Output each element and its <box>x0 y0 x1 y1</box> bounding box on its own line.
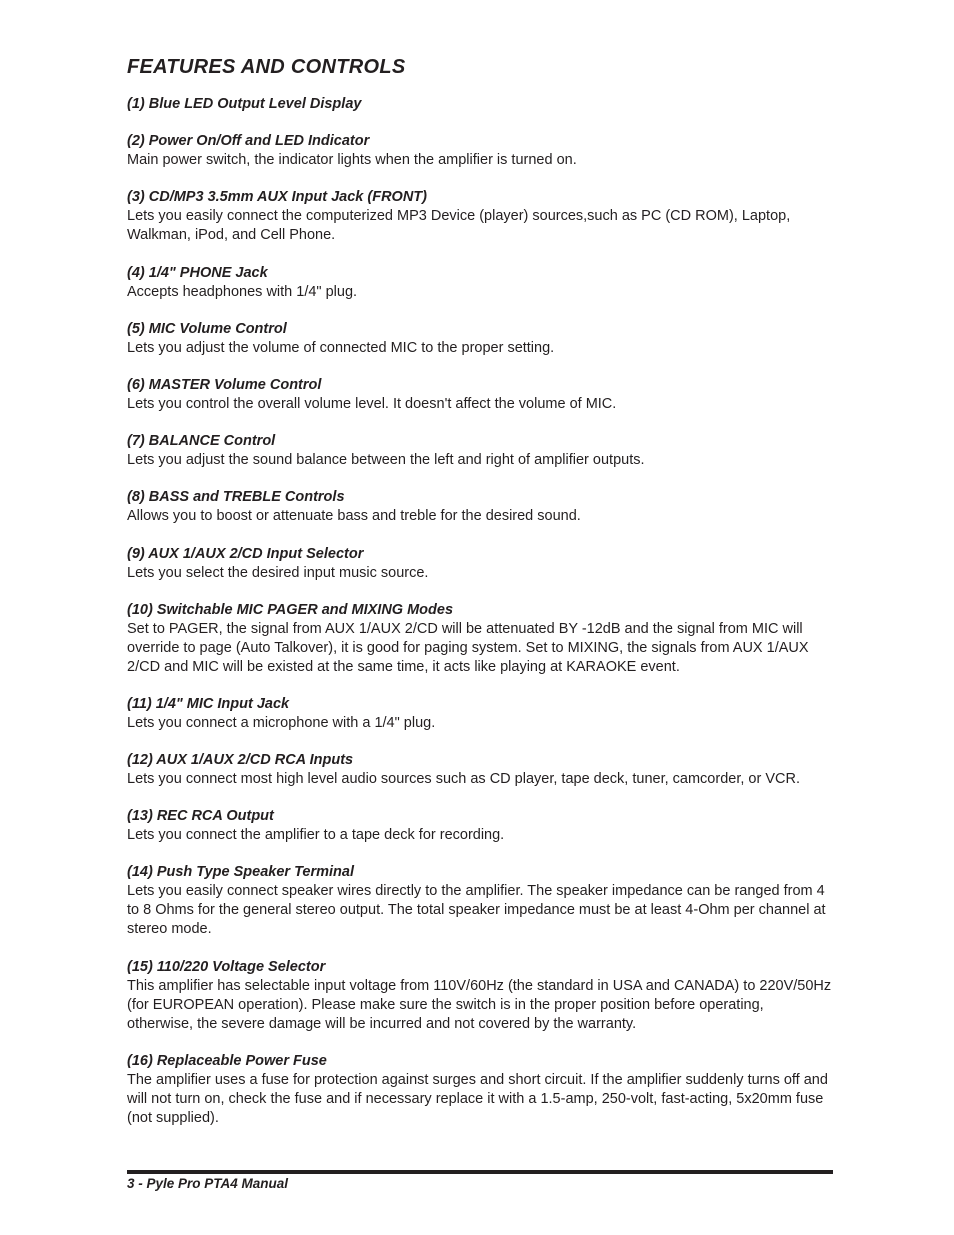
feature-5 <box>127 320 833 358</box>
feature-description: Main power switch, the indicator lights when the amplifier is turned on. <box>127 152 577 169</box>
page-title: FEATURES AND CONTROLS <box>127 56 406 78</box>
feature-heading: (10) Switchable MIC PAGER and MIXING Modes <box>127 601 454 618</box>
feature-heading: (3) CD/MP3 3.5mm AUX Input Jack (FRONT) <box>127 189 427 206</box>
feature-15 <box>127 958 833 1034</box>
footer-divider <box>127 1170 833 1174</box>
feature-1 <box>127 95 833 114</box>
feature-11 <box>127 695 833 733</box>
feature-description: Allows you to boost or attenuate bass and treble for the desired sound. <box>127 508 581 525</box>
feature-description: Set to PAGER, the signal from AUX 1/AUX 2/CD will be attenuated BY -12dB and the signal from MIC will override to page (Auto Talkover), it is good for paging system. Set to MIXING, the signals from AUX 1/AUX 2/CD and MIC will be existed at the same time, it acts like playing at KARAOKE event. <box>127 620 809 675</box>
feature-13 <box>127 807 833 845</box>
feature-heading: (1) Blue LED Output Level Display <box>127 96 362 112</box>
feature-heading: (16) Replaceable Power Fuse <box>127 1052 327 1069</box>
feature-description: Lets you select the desired input music source. <box>127 564 429 581</box>
feature-description: Lets you adjust the sound balance between the left and right of amplifier outputs. <box>127 452 645 469</box>
feature-description: Lets you connect the amplifier to a tape deck for recording. <box>127 827 505 844</box>
feature-description: Lets you adjust the volume of connected MIC to the proper setting. <box>127 339 555 356</box>
feature-10 <box>127 601 833 677</box>
feature-description: Lets you connect a microphone with a 1/4" plug. <box>127 714 436 731</box>
feature-description: Lets you connect most high level audio sources such as CD player, tape deck, tuner, camcorder, or VCR. <box>127 771 800 788</box>
feature-description: This amplifier has selectable input voltage from 110V/60Hz (the standard in USA and CANADA) to 220V/50Hz (for EUROPEAN operation). Please make sure the switch is in the proper position before operating, otherwise, the severe damage will be incurred and not covered by the warranty. <box>127 977 832 1032</box>
feature-heading: (15) 110/220 Voltage Selector <box>127 958 326 975</box>
feature-description: Lets you control the overall volume level. It doesn't affect the volume of MIC. <box>127 395 617 412</box>
feature-heading: (5) MIC Volume Control <box>127 320 287 337</box>
feature-heading: (6) MASTER Volume Control <box>127 376 322 393</box>
feature-heading: (13) REC RCA Output <box>127 808 274 825</box>
page-footer: 3 - Pyle Pro PTA4 Manual <box>127 1176 289 1191</box>
feature-6 <box>127 376 833 414</box>
feature-heading: (2) Power On/Off and LED Indicator <box>127 133 370 150</box>
feature-3 <box>127 188 833 245</box>
feature-12 <box>127 751 833 789</box>
feature-description: The amplifier uses a fuse for protection against surges and short circuit. If the amplifier suddenly turns off and will not turn on, check the fuse and if necessary replace it with a 1.5-amp, 250-volt, fast-acting, 5x20mm fuse (not supplied). <box>127 1071 828 1126</box>
feature-description: Lets you easily connect the computerized MP3 Device (player) sources,such as PC (CD ROM), Laptop, Walkman, iPod, and Cell Phone. <box>127 208 791 244</box>
feature-heading: (4) 1/4" PHONE Jack <box>127 264 268 281</box>
manual-page <box>127 54 833 1146</box>
feature-heading: (11) 1/4" MIC Input Jack <box>127 695 290 712</box>
feature-2 <box>127 132 833 170</box>
feature-heading: (14) Push Type Speaker Terminal <box>127 864 354 881</box>
feature-4 <box>127 264 833 302</box>
feature-description: Lets you easily connect speaker wires directly to the amplifier. The speaker impedance can be ranged from 4 to 8 Ohms for the general stereo output. The total speaker impedance must be at least 4-Ohm per channel at stereo mode. <box>127 883 826 938</box>
feature-heading: (8) BASS and TREBLE Controls <box>127 489 345 506</box>
feature-8 <box>127 488 833 526</box>
feature-heading: (12) AUX 1/AUX 2/CD RCA Inputs <box>127 752 354 769</box>
feature-description: Accepts headphones with 1/4" plug. <box>127 283 358 300</box>
feature-heading: (7) BALANCE Control <box>127 433 276 450</box>
feature-9 <box>127 545 833 583</box>
feature-7 <box>127 432 833 470</box>
feature-14 <box>127 863 833 939</box>
feature-16 <box>127 1052 833 1128</box>
feature-heading: (9) AUX 1/AUX 2/CD Input Selector <box>127 545 364 562</box>
